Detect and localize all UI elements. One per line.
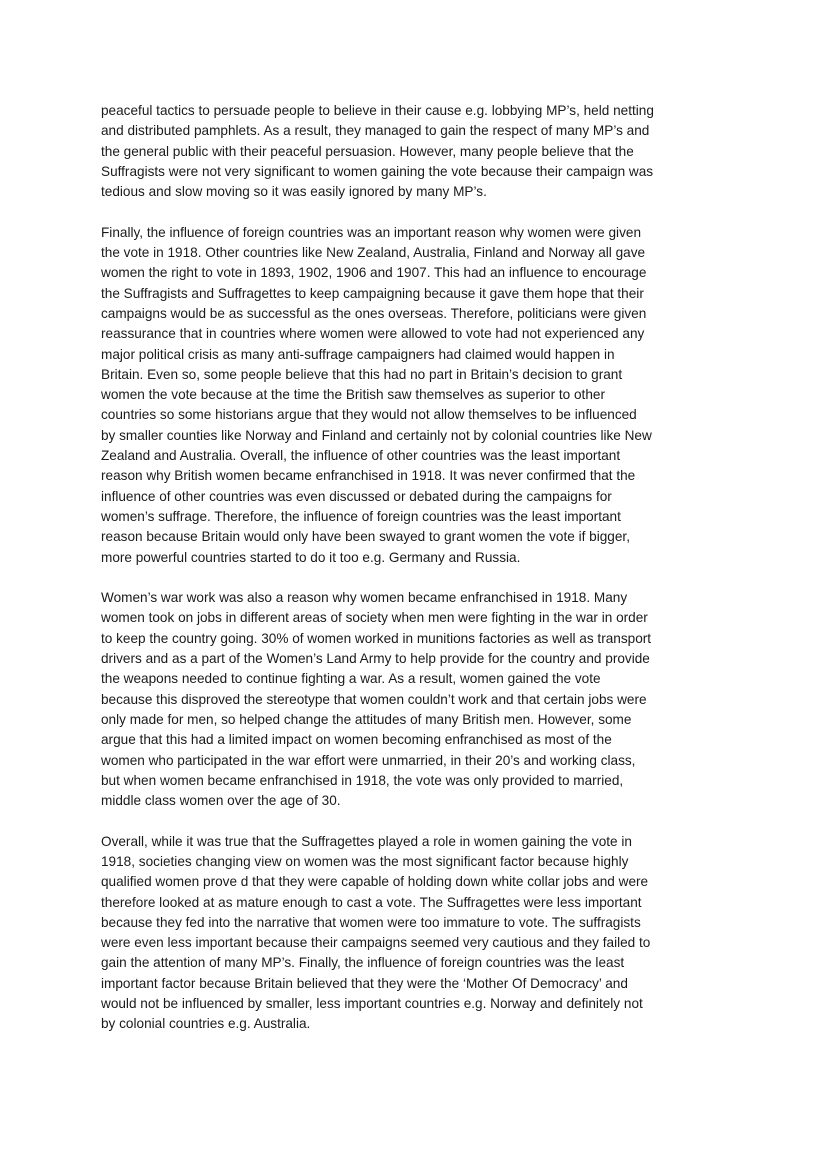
document-body xyxy=(101,101,733,1055)
paragraph-suffragists-tactics: peaceful tactics to persuade people to believe in their cause e.g. lobbying MP’s, held netting and distributed pamphlets. As a result, they managed to gain the respect of many MP’s and the general public with their peaceful persuasion. However, many people believe that the Suffragists were not very significant to women gaining the vote because their campaign was tedious and slow moving so it was easily ignored by many MP’s. xyxy=(101,103,654,200)
paragraph-conclusion: Overall, while it was true that the Suffragettes played a role in women gaining the vote in 1918, societies changing view on women was the most significant factor because highly qualified women prove d that they were capable of holding down white collar jobs and were therefore looked at as mature enough to cast a vote. The Suffragettes were less important because they fed into the narrative that women were too immature to vote. The suffragists were even less important because their campaigns seemed very cautious and they failed to gain the attention of many MP’s. Finally, the influence of foreign countries was the least important factor because Britain believed that they were the ‘Mother Of Democracy’ and would not be influenced by smaller, less important countries e.g. Norway and definitely not by colonial countries e.g. Australia. xyxy=(101,833,651,1032)
paragraph-foreign-influence: Finally, the influence of foreign countries was an important reason why women were given the vote in 1918. Other countries like New Zealand, Australia, Finland and Norway all gave women the right to vote in 1893, 1902, 1906 and 1907. This had an influence to encourage the Suffragists and Suffragettes to keep campaigning because it gave them hope that their campaigns would be as successful as the ones overseas. Therefore, politicians were given reassurance that in countries where women were allowed to vote had not experienced any major political crisis as many anti-suffrage campaigners had claimed would happen in Britain. Even so, some people believe that this had no part in Britain’s decision to grant women the vote because at the time the British saw themselves as superior to other countries so some historians argue that they would not allow themselves to be influenced by smaller counties like Norway and Finland and certainly not by colonial countries like New Zealand and Australia. Overall, the influence of other countries was the least important reason why British women became enfranchised in 1918. It was never confirmed that the influence of other countries was even discussed or debated during the campaigns for women’s suffrage. Therefore, the influence of foreign countries was the least important reason because Britain would only have been swayed to grant women the vote if bigger, more powerful countries started to do it too e.g. Germany and Russia. xyxy=(101,224,652,565)
paragraph-war-work: Women’s war work was also a reason why women became enfranchised in 1918. Many women took on jobs in different areas of society when men were fighting in the war in order to keep the country going. 30% of women worked in munitions factories as well as transport drivers and as a part of the Women’s Land Army to help provide for the country and provide the weapons needed to continue fighting a war. As a result, women gained the vote because this disproved the stereotype that women couldn’t work and that certain jobs were only made for men, so helped change the attitudes of many British men. However, some argue that this had a limited impact on women becoming enfranchised as most of the women who participated in the war effort were unmarried, in their 20’s and working class, but when women became enfranchised in 1918, the vote was only provided to married, middle class women over the age of 30. xyxy=(101,590,652,809)
